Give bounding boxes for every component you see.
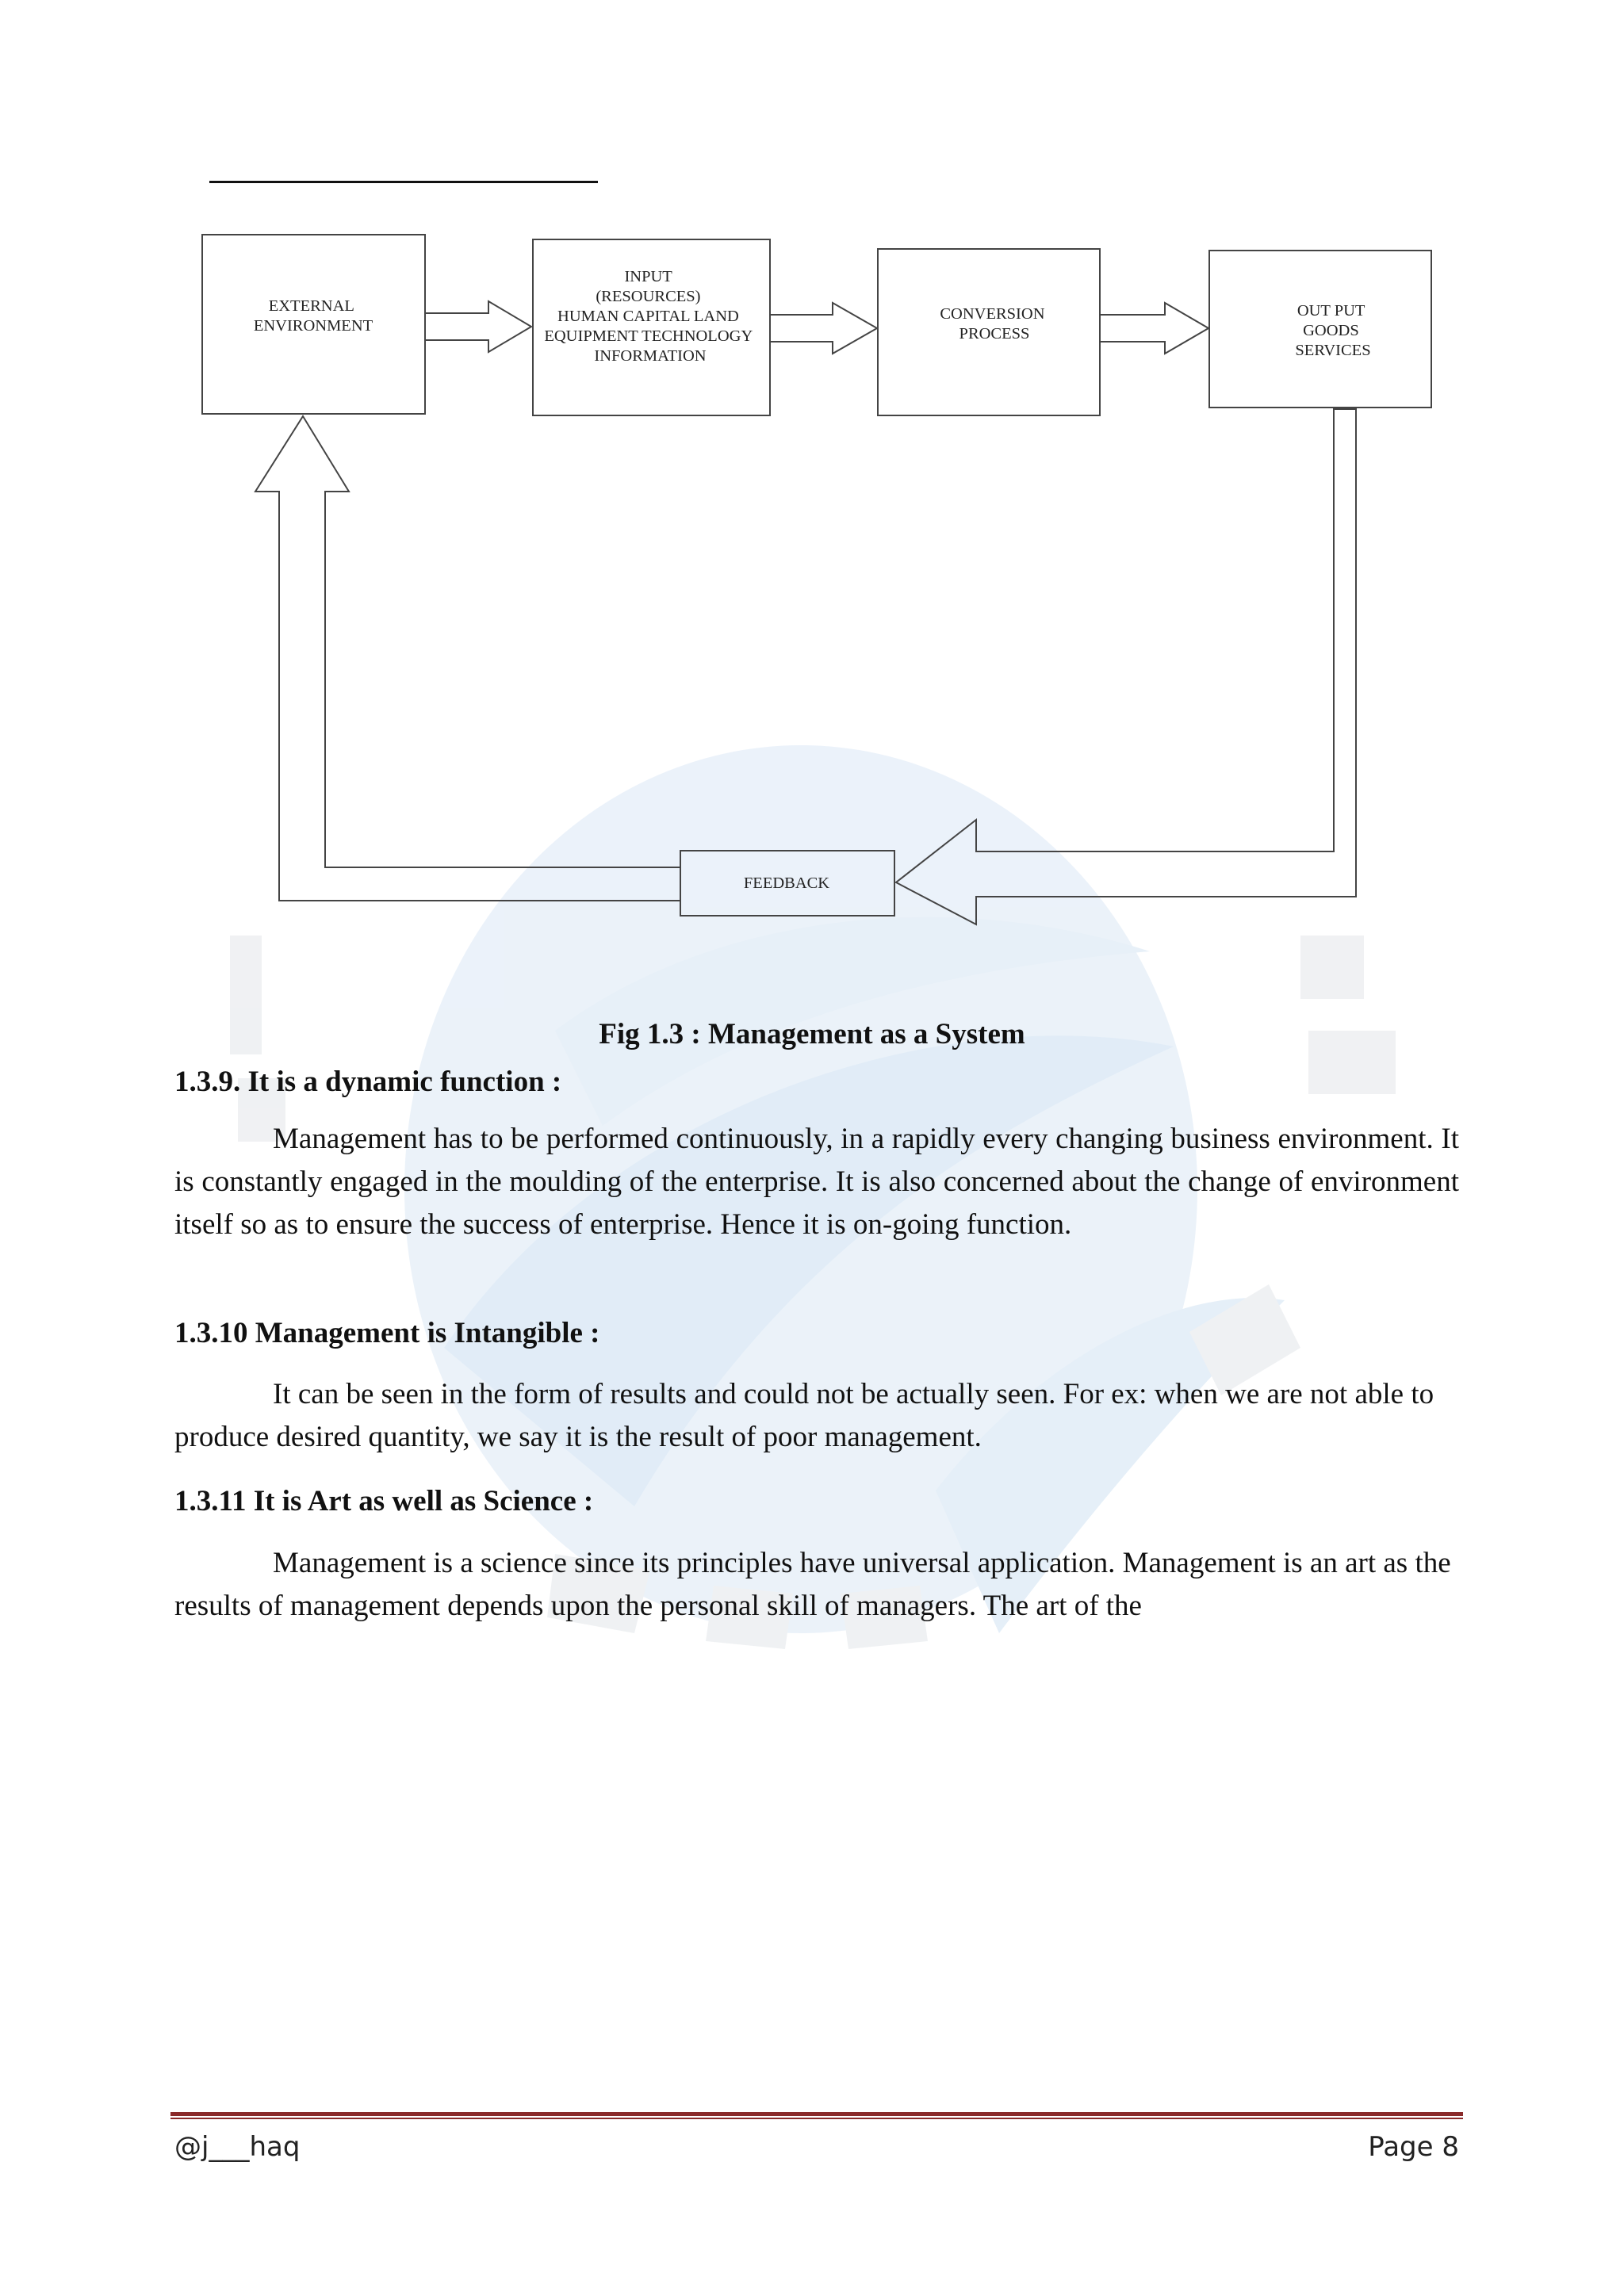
output-label-line3: SERVICES (1295, 342, 1371, 359)
input-label-line2: (RESOURCES) (596, 288, 701, 305)
section-body-dynamic-function: Management has to be performed continuously, in a rapidly every changing business environment. It is constantly engaged in the moulding of the enterprise. It is also concerned about the change of environment itself so as to ensure the success of enterprise. Hence it is on-going function. (174, 1123, 1459, 1241)
arrow-feedback-to-external (255, 416, 680, 901)
section-heading-dynamic-function: 1.3.9. It is a dynamic function : (174, 1066, 562, 1098)
input-label-line1: INPUT (624, 268, 672, 285)
arrow-input-to-conversion (770, 303, 877, 354)
svg-text:CONVERSION PROCESS (940, 305, 1048, 342)
footer-author: @j___haq (174, 2131, 301, 2163)
conversion-label-line1: CONVERSION (940, 305, 1045, 323)
svg-text:INPUT (RESOURCES) (544, 268, 756, 365)
arrow-conversion-to-output (1100, 303, 1208, 354)
external-label-line2: ENVIRONMENT (253, 317, 373, 335)
section-heading-intangible: 1.3.10 Management is Intangible : (174, 1317, 600, 1349)
section-heading-art-science: 1.3.11 It is Art as well as Science : (174, 1485, 594, 1517)
arrow-external-to-input (425, 301, 531, 352)
output-label-line2: GOODS (1303, 322, 1359, 339)
conversion-label-line2: PROCESS (959, 325, 1030, 342)
section-body-intangible: It can be seen in the form of results and could not be actually seen. For ex: when we are not able to produce desired quantity, we say it is the result of poor management. (174, 1378, 1434, 1453)
section-body-art-science: Management is a science since its principles have universal application. Management is an art as the results of management depends upon the personal skill of managers. The art of the (174, 1547, 1451, 1622)
svg-text:OUT PUT GOODS SERV (1295, 302, 1370, 359)
footer-rule (170, 2112, 1463, 2119)
input-label-line3: HUMAN CAPITAL LAND (557, 308, 739, 325)
arrow-output-to-feedback (896, 409, 1356, 924)
external-label-line1: EXTERNAL (268, 297, 354, 315)
input-label-line5: INFORMATION (594, 347, 707, 365)
svg-text:EXTERNAL ENVIRONMENT (254, 297, 373, 335)
footer-page-number: Page 8 (1368, 2131, 1459, 2163)
management-system-diagram (0, 0, 1624, 951)
input-label-line4: EQUIPMENT TECHNOLOGY (544, 327, 753, 345)
output-label-line1: OUT PUT (1297, 302, 1365, 320)
figure-caption: Fig 1.3 : Management as a System (599, 1018, 1025, 1050)
feedback-label: FEEDBACK (743, 874, 830, 892)
